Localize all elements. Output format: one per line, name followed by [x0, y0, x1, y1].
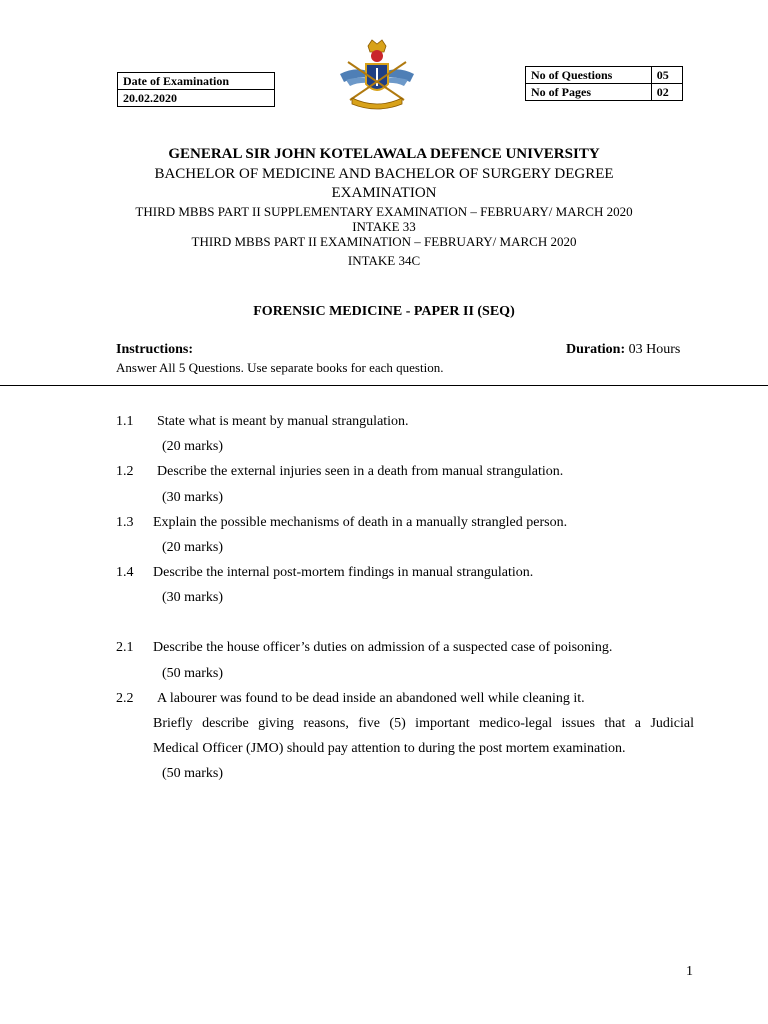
question-text: Explain the possible mechanisms of death in a manually strangled person.	[153, 515, 568, 530]
question-text: State what is meant by manual strangulation.	[157, 414, 409, 429]
instructions-label: Instructions:	[116, 342, 194, 357]
pages-value: 02	[651, 84, 682, 101]
university-crest-icon	[334, 38, 420, 110]
page-number: 1	[686, 964, 693, 979]
question-number: 2.1	[116, 640, 134, 655]
question-marks: (30 marks)	[162, 490, 224, 505]
degree-title-line2: EXAMINATION	[331, 185, 437, 201]
date-of-examination-box	[117, 72, 275, 107]
question-text: Describe the external injuries seen in a death from manual strangulation.	[157, 464, 564, 479]
questions-label: No of Questions	[526, 67, 652, 84]
date-value: 20.02.2020	[118, 90, 275, 107]
question-number: 2.2	[116, 691, 134, 706]
instructions-text: Answer All 5 Questions. Use separate books for each question.	[116, 360, 444, 375]
exam-title-2: THIRD MBBS PART II EXAMINATION – FEBRUARY/ MARCH 2020	[191, 234, 577, 249]
duration	[566, 342, 680, 358]
question-text: A labourer was found to be dead inside an abandoned well while cleaning it.	[157, 691, 585, 706]
question-number: 1.3	[116, 515, 134, 530]
intake-2: INTAKE 34C	[347, 253, 421, 268]
question-text-line2: Briefly describe giving reasons, five (5) important medico-legal issues that a Judicial	[153, 716, 694, 731]
question-number: 1.1	[116, 414, 134, 429]
exam-title-1: THIRD MBBS PART II SUPPLEMENTARY EXAMINATION – FEBRUARY/ MARCH 2020	[135, 204, 633, 219]
question-number: 1.2	[116, 464, 134, 479]
question-text: Describe the house officer’s duties on admission of a suspected case of poisoning.	[153, 640, 613, 655]
section-divider	[0, 385, 768, 386]
question-text: Describe the internal post-mortem findings in manual strangulation.	[153, 565, 534, 580]
degree-title-line1: BACHELOR OF MEDICINE AND BACHELOR OF SURGERY DEGREE	[154, 166, 614, 182]
duration-value: 03 Hours	[625, 342, 681, 357]
question-marks: (50 marks)	[162, 666, 224, 681]
question-number: 1.4	[116, 565, 134, 580]
duration-label: Duration:	[566, 342, 626, 357]
question-marks: (30 marks)	[162, 590, 224, 605]
exam-info-box	[525, 66, 683, 101]
pages-label: No of Pages	[526, 84, 652, 101]
question-marks: (20 marks)	[162, 540, 224, 555]
intake-1: INTAKE 33	[352, 219, 416, 234]
question-marks: (20 marks)	[162, 439, 224, 454]
question-text-line3: Medical Officer (JMO) should pay attention to during the post mortem examination.	[153, 741, 626, 756]
question-marks: (50 marks)	[162, 766, 224, 781]
date-label: Date of Examination	[118, 73, 275, 90]
university-title: GENERAL SIR JOHN KOTELAWALA DEFENCE UNIVERSITY	[168, 146, 600, 162]
questions-value: 05	[651, 67, 682, 84]
paper-title: FORENSIC MEDICINE - PAPER II (SEQ)	[253, 304, 515, 319]
